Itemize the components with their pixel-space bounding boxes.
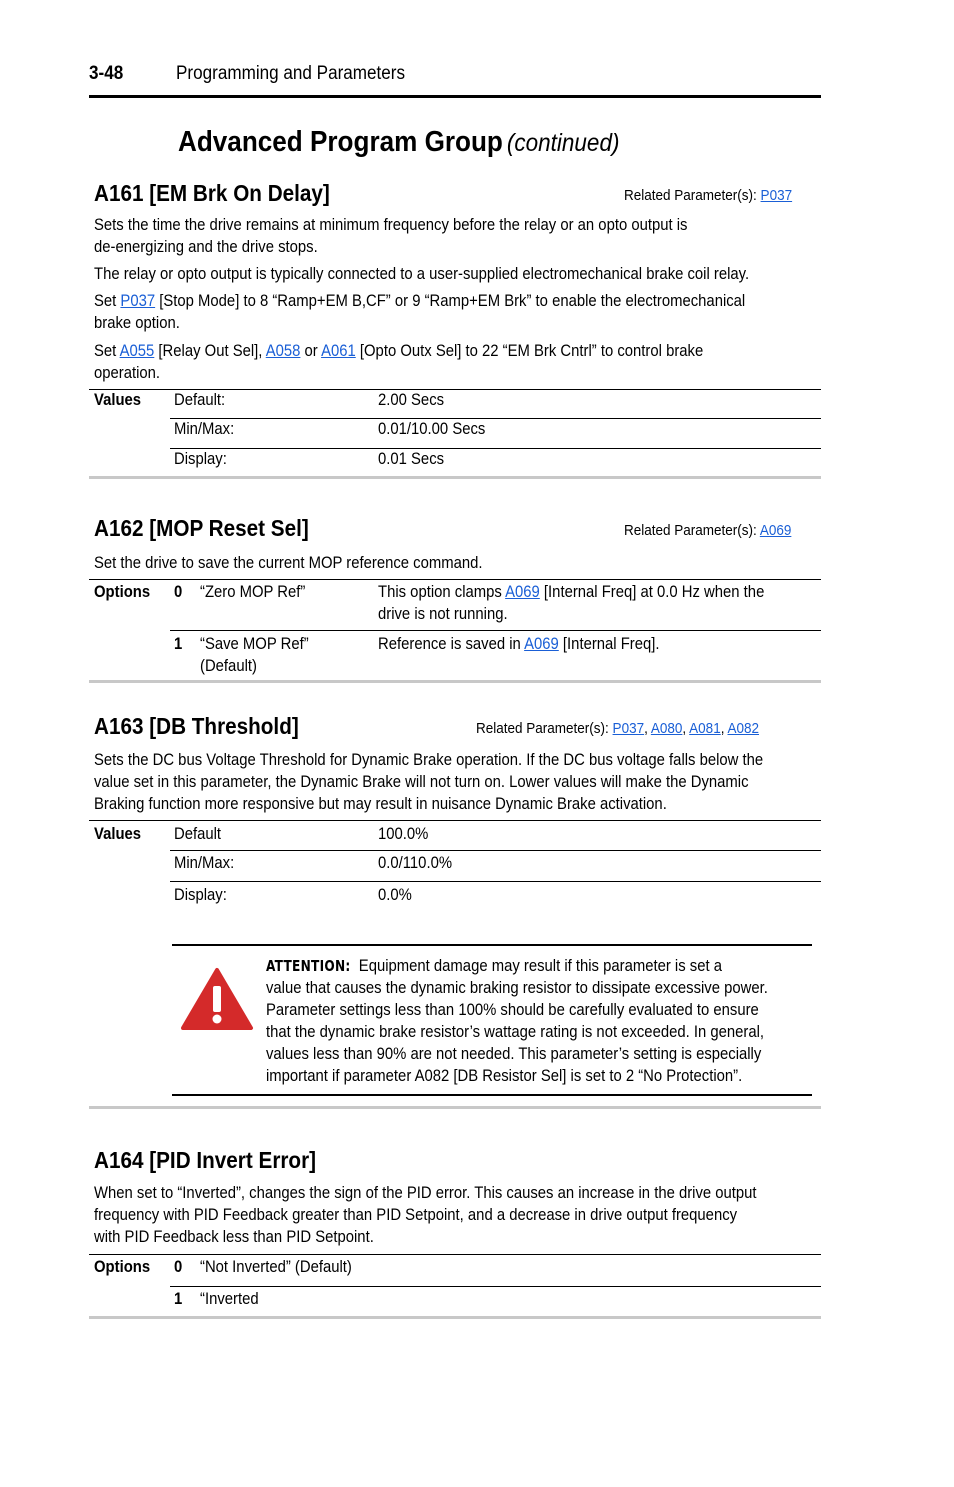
header-rule [89, 95, 821, 98]
row-value: 0.01/10.00 Secs [378, 420, 486, 438]
text: [Relay Out Sel], [154, 342, 266, 360]
text-line: Sets the time the drive remains at minimum frequency before the relay or an opto output is [94, 216, 688, 234]
section-divider [89, 476, 821, 479]
row-label: Display: [174, 886, 227, 904]
option-name: “Zero MOP Ref” [200, 583, 306, 601]
text-line: value set in this parameter, the Dynamic Brake will not turn on. Lower values will make the Dynamic [94, 773, 749, 791]
separator: , [644, 720, 651, 737]
related-label: Related Parameter(s): [476, 720, 613, 737]
table-rule [170, 448, 821, 449]
text: or [300, 342, 322, 360]
table-rule [89, 820, 821, 821]
table-rule [170, 881, 821, 882]
text-line: operation. [94, 364, 161, 382]
options-label: Options [94, 583, 151, 601]
row-value: 0.0% [378, 886, 412, 904]
table-rule [170, 630, 821, 631]
option-name: “Not Inverted” (Default) [200, 1258, 352, 1276]
table-rule [89, 1254, 821, 1255]
text: Set [94, 292, 121, 310]
a164-paragraph [94, 1182, 757, 1248]
page-number: 3-48 [89, 63, 124, 84]
a163-heading: A163 [DB Threshold] [94, 713, 299, 739]
row-value: 2.00 Secs [378, 391, 445, 409]
a162-description: Set the drive to save the current MOP reference command. [94, 554, 483, 572]
text: [Internal Freq] at 0.0 Hz when the [539, 583, 765, 601]
a164-heading: A164 [PID Invert Error] [94, 1147, 317, 1173]
attention-top-rule [172, 944, 812, 946]
text-line: drive is not running. [378, 605, 508, 623]
row-label: Min/Max: [174, 420, 235, 438]
table-rule [170, 850, 821, 851]
link-p037[interactable]: P037 [760, 187, 793, 204]
text: Reference is saved in [378, 635, 525, 653]
row-value: 0.01 Secs [378, 450, 445, 468]
page-title-main: Advanced Program Group [178, 126, 503, 158]
text-line: Parameter settings less than 100% should be carefully evaluated to ensure [266, 1001, 759, 1019]
a162-related [624, 522, 791, 539]
text-line: (Default) [200, 657, 257, 675]
link-a080[interactable]: A080 [650, 720, 683, 737]
a163-paragraph [94, 749, 763, 815]
link-a061[interactable]: A061 [321, 342, 356, 360]
text-line [266, 955, 768, 977]
section-divider [89, 1106, 821, 1109]
related-label: Related Parameter(s): [624, 522, 760, 539]
separator: , [682, 720, 690, 737]
text-line: that the dynamic brake resistor’s wattage rating is not exceeded. In general, [266, 1023, 765, 1041]
text: [Internal Freq]. [558, 635, 660, 653]
values-label: Values [94, 825, 142, 843]
attention-text [266, 955, 768, 1087]
option-name: “Inverted [200, 1290, 259, 1308]
link-a081[interactable]: A081 [689, 720, 721, 737]
section-divider [89, 1316, 821, 1319]
link-a058[interactable]: A058 [265, 342, 301, 360]
section-divider [89, 680, 821, 683]
options-label: Options [94, 1258, 151, 1276]
text-line: with PID Feedback less than PID Setpoint. [94, 1228, 374, 1246]
option-number: 1 [174, 1290, 183, 1308]
related-label: Related Parameter(s): [624, 187, 761, 204]
row-value: 100.0% [378, 825, 429, 843]
table-rule [170, 1286, 821, 1287]
row-label: Display: [174, 450, 227, 468]
a161-paragraph-1 [94, 214, 687, 258]
a162-heading: A162 [MOP Reset Sel] [94, 515, 309, 541]
warning-icon [180, 966, 254, 1037]
text-line: de-energizing and the drive stops. [94, 238, 318, 256]
page-title-continued: (continued) [506, 129, 620, 157]
text-line: value that causes the dynamic braking resistor to dissipate excessive power. [266, 979, 768, 997]
a161-related [624, 187, 792, 204]
text-line: “Save MOP Ref” [200, 635, 309, 653]
option-number: 1 [174, 635, 183, 653]
text-line: values less than 90% are not needed. This parameter’s setting is especially [266, 1045, 762, 1063]
text: Set [94, 342, 120, 360]
separator: , [720, 720, 728, 737]
table-rule [170, 418, 821, 419]
link-a069[interactable]: A069 [759, 522, 792, 539]
row-label: Min/Max: [174, 854, 235, 872]
a161-heading: A161 [EM Brk On Delay] [94, 180, 330, 206]
page-title [178, 126, 619, 159]
text-line: Sets the DC bus Voltage Threshold for Dynamic Brake operation. If the DC bus voltage falls below the [94, 751, 764, 769]
option-name [200, 633, 309, 677]
option-number: 0 [174, 1258, 183, 1276]
link-a055[interactable]: A055 [119, 342, 155, 360]
a161-paragraph-4 [94, 340, 703, 384]
attention-bottom-rule [172, 1094, 812, 1096]
section-title: Programming and Parameters [176, 63, 406, 84]
a161-paragraph-2: The relay or opto output is typically connected to a user-supplied electromechanical brake coil relay. [94, 265, 750, 283]
text-line [94, 290, 745, 312]
link-p037[interactable]: P037 [612, 720, 645, 737]
values-label: Values [94, 391, 142, 409]
link-a082[interactable]: A082 [727, 720, 760, 737]
text-line: Braking function more responsive but may result in nuisance Dynamic Brake activation. [94, 795, 667, 813]
text-line: frequency with PID Feedback greater than PID Setpoint, and a decrease in drive output frequency [94, 1206, 738, 1224]
text: [Stop Mode] to 8 “Ramp+EM B,CF” or 9 “Ramp+EM Brk” to enable the electromechanical [155, 292, 746, 310]
option-description [378, 633, 660, 655]
table-rule [89, 579, 821, 580]
attention-label: ATTENTION: [266, 957, 351, 975]
row-value: 0.0/110.0% [378, 854, 453, 872]
a163-related [476, 720, 759, 737]
text: This option clamps [378, 583, 506, 601]
link-a069[interactable]: A069 [524, 635, 559, 653]
text: [Opto Outx Sel] to 22 “EM Brk Cntrl” to control brake [355, 342, 704, 360]
link-p037[interactable]: P037 [120, 292, 156, 310]
option-description [378, 581, 764, 625]
a161-paragraph-3 [94, 290, 745, 334]
text: Equipment damage may result if this parameter is set a [358, 957, 722, 975]
row-label: Default [174, 825, 222, 843]
link-a069[interactable]: A069 [505, 583, 540, 601]
text-line: brake option. [94, 314, 180, 332]
text-line: important if parameter A082 [DB Resistor Sel] is set to 2 “No Protection”. [266, 1067, 743, 1085]
option-number: 0 [174, 583, 183, 601]
text-line [94, 340, 703, 362]
text-line: When set to “Inverted”, changes the sign of the PID error. This causes an increase in the drive output [94, 1184, 757, 1202]
row-label: Default: [174, 391, 226, 409]
text-line [378, 581, 764, 603]
